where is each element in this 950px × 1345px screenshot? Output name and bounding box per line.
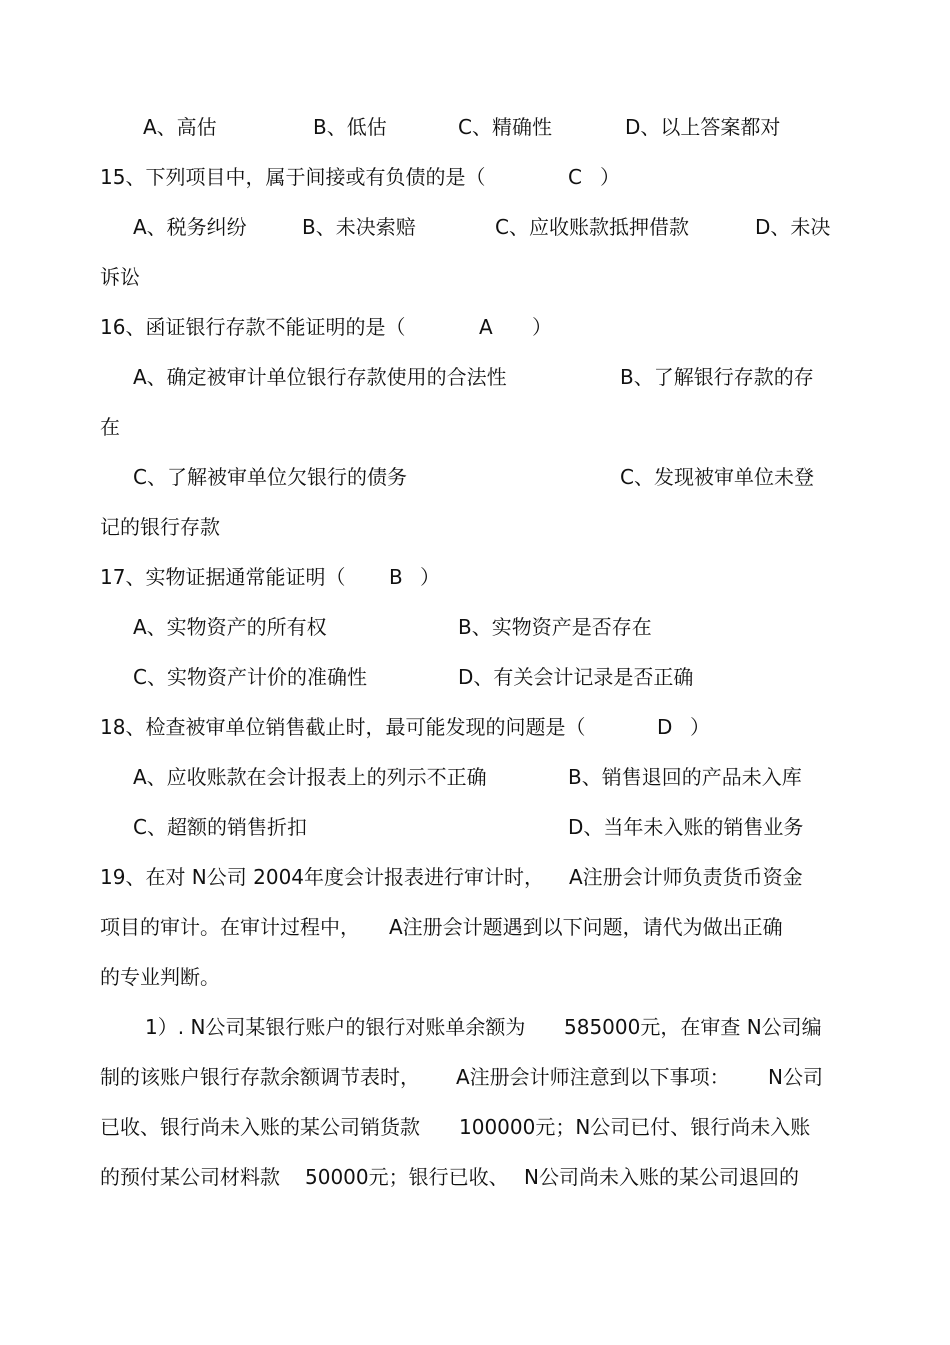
q16-close: ） <box>532 315 552 339</box>
q16-option-b-cont: 在 <box>100 415 120 439</box>
q19-p1b: 585000元，在审查 N公司编 <box>564 1015 822 1039</box>
q15-option-d-cont: 诉讼 <box>100 265 140 289</box>
q15-option-c: C、应收账款抵押借款 <box>495 215 689 239</box>
q18-answer: D <box>657 715 673 739</box>
q16-answer: A <box>479 315 493 339</box>
q15-stem: 15、下列项目中，属于间接或有负债的是（ <box>100 165 486 189</box>
q18-stem: 18、检查被审单位销售截止时，最可能发现的问题是（ <box>100 715 586 739</box>
q19-p3b: 100000元；N公司已付、银行尚未入账 <box>459 1115 811 1139</box>
q19-p4a: 的预付某公司材料款 <box>100 1165 280 1189</box>
q17-option-c: C、实物资产计价的准确性 <box>133 665 367 689</box>
q16-option-c2: C、发现被审单位未登 <box>620 465 814 489</box>
q14-option-d: D、以上答案都对 <box>625 115 781 139</box>
q15-option-b: B、未决索赔 <box>302 215 416 239</box>
q18-option-d: D、当年未入账的销售业务 <box>568 815 804 839</box>
q14-option-a: A、高估 <box>143 115 217 139</box>
q19-p1a: 1）. N公司某银行账户的银行对账单余额为 <box>145 1015 526 1039</box>
q17-answer: B <box>389 565 403 589</box>
q17-option-d: D、有关会计记录是否正确 <box>458 665 694 689</box>
q19-p2a: 制的该账户银行存款余额调节表时， <box>100 1065 420 1089</box>
q14-option-b: B、低估 <box>313 115 387 139</box>
q16-option-c2-cont: 记的银行存款 <box>100 515 220 539</box>
q16-option-c1: C、了解被审单位欠银行的债务 <box>133 465 407 489</box>
q16-option-a: A、确定被审计单位银行存款使用的合法性 <box>133 365 507 389</box>
q18-option-c: C、超额的销售折扣 <box>133 815 307 839</box>
q19-p4b: 50000元；银行已收、 <box>305 1165 509 1189</box>
q16-option-b: B、了解银行存款的存 <box>620 365 814 389</box>
q19-line-3-text: 的专业判断。 <box>100 965 220 989</box>
q19-p2b: A注册会计师注意到以下事项： <box>456 1065 730 1089</box>
q18-option-a: A、应收账款在会计报表上的列示不正确 <box>133 765 487 789</box>
q14-option-c: C、精确性 <box>458 115 552 139</box>
q19-line-2a: 项目的审计。在审计过程中， <box>100 915 360 939</box>
q19-line-2b: A注册会计题遇到以下问题，请代为做出正确 <box>389 915 783 939</box>
q15-option-d: D、未决 <box>755 215 831 239</box>
q16-stem: 16、函证银行存款不能证明的是（ <box>100 315 406 339</box>
q19-p3a: 已收、银行尚未入账的某公司销货款 <box>100 1115 420 1139</box>
q18-option-b: B、销售退回的产品未入库 <box>568 765 802 789</box>
q15-option-a: A、税务纠纷 <box>133 215 247 239</box>
q19-line-1a: 19、在对 N公司 2004年度会计报表进行审计时， <box>100 865 545 889</box>
q17-close: ） <box>420 565 440 589</box>
q15-close: ） <box>600 165 620 189</box>
q17-option-a: A、实物资产的所有权 <box>133 615 327 639</box>
q19-p2c: N公司 <box>768 1065 823 1089</box>
q15-answer: C <box>568 165 582 189</box>
q17-stem: 17、实物证据通常能证明（ <box>100 565 346 589</box>
q19-line-1b: A注册会计师负责货币资金 <box>569 865 803 889</box>
q19-p4c: N公司尚未入账的某公司退回的 <box>524 1165 799 1189</box>
q17-option-b: B、实物资产是否存在 <box>458 615 652 639</box>
q18-close: ） <box>690 715 710 739</box>
